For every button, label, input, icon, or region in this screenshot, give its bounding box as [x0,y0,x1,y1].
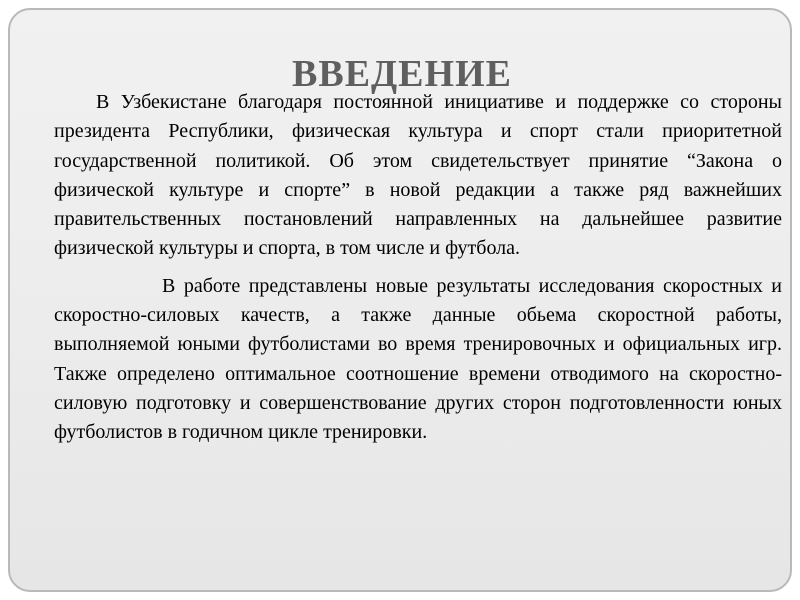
intro-paragraph: В Узбекистане благодаря постоянной инициативе и поддержке со стороны президента Республики, физическая культура и спорт стали приоритетной государственной политикой. Об этом свидетельствует принятие “Закона о физической культуре и спорте” в новой редакции а также ряд важнейших правительственных постановлений направленных на дальнейшее развитие физической культуры и спорта, в том числе и футбола. [54,91,782,260]
slide-frame [8,8,792,592]
research-paragraph: В работе представлены новые результаты исследования скоростных и скоростно-силовых качеств, а также данные обьема скоростной работы, выполняемой юными футболистами во время тренировочных и официальных игр. Также определено оптимальное соотношение времени отводимого на скоростно-силовую подготовку и совершенствование других сторон подготовленности юных футболистов в годичном цикле тренировки. [54,274,782,444]
slide-title: ВВЕДЕНИЕ [292,53,512,95]
slide-body [54,88,782,448]
